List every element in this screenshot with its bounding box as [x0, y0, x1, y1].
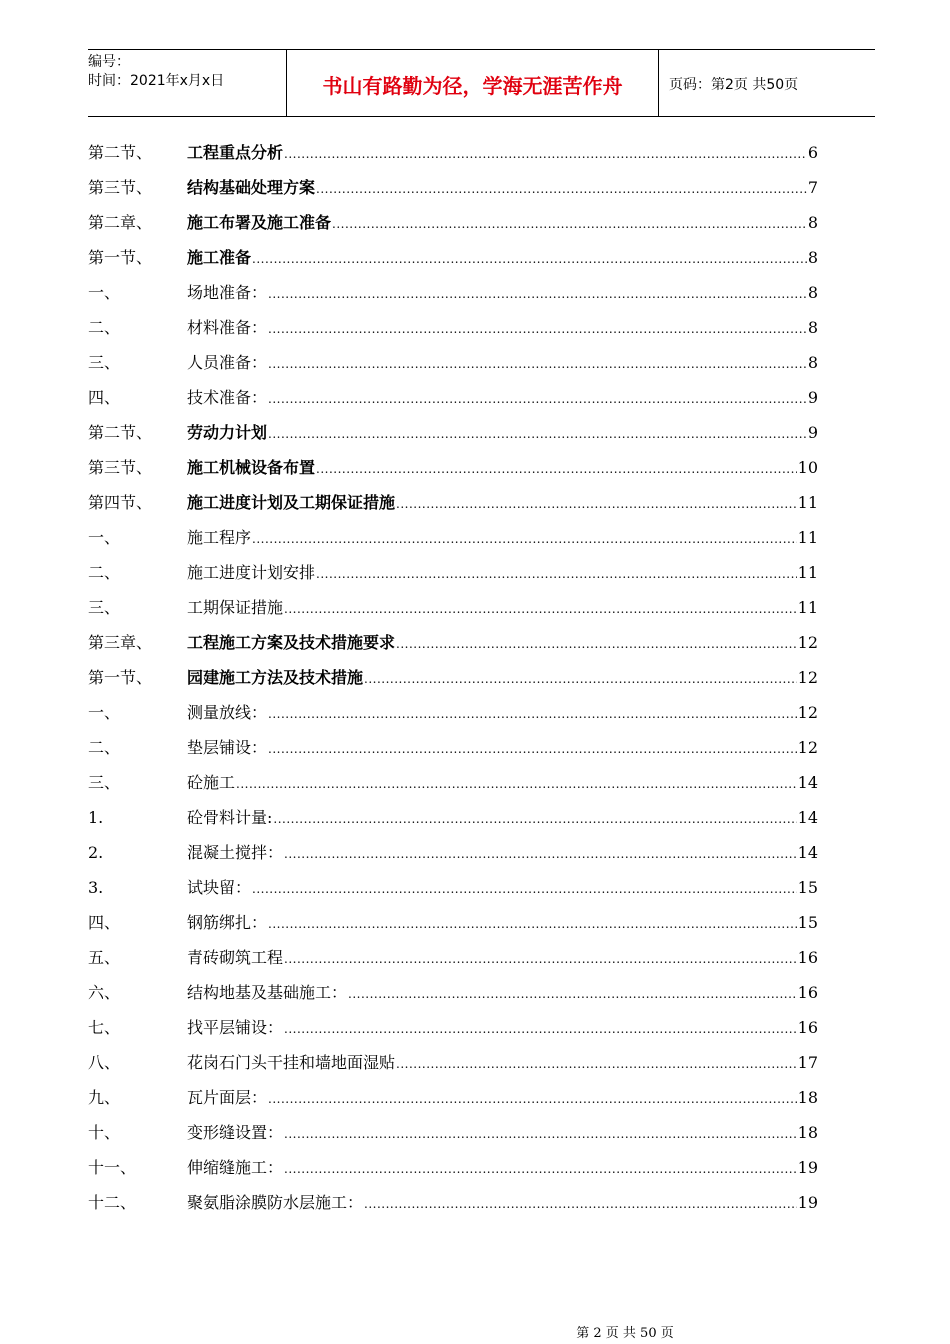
- toc-entry-number: 三、: [88, 598, 121, 617]
- toc-entry-page: 12: [797, 668, 818, 687]
- toc-entry[interactable]: [88, 1115, 818, 1150]
- toc-entry-title: 钢筋绑扎：: [187, 913, 268, 932]
- toc-leader-dots: [268, 1082, 797, 1117]
- toc-entry-number: 十二、: [88, 1193, 137, 1212]
- toc-entry[interactable]: [88, 485, 818, 520]
- toc-entry-number: 第三节、: [88, 458, 153, 477]
- toc-entry[interactable]: [88, 520, 818, 555]
- toc-leader-dots: [252, 522, 797, 557]
- toc-entry-number: 二、: [88, 738, 121, 757]
- toc-entry-title: 场地准备：: [187, 283, 268, 302]
- toc-entry-title: 聚氨脂涂膜防水层施工：: [187, 1193, 364, 1212]
- toc-leader-dots: [364, 1187, 797, 1222]
- toc-entry-number: 一、: [88, 283, 121, 302]
- toc-leader-dots: [396, 1047, 797, 1082]
- toc-entry-page: 15: [797, 878, 818, 897]
- toc-entry-page: 14: [797, 808, 818, 827]
- toc-entry-number: 四、: [88, 913, 121, 932]
- toc-entry-page: 11: [797, 563, 818, 582]
- toc-entry-title: 花岗石门头干挂和墙地面湿贴: [187, 1053, 396, 1072]
- toc-entry-page: 11: [797, 528, 818, 547]
- toc-entry[interactable]: [88, 555, 818, 590]
- toc-entry[interactable]: [88, 1045, 818, 1080]
- toc-entry-title: 施工进度计划及工期保证措施: [187, 493, 396, 512]
- toc-entry[interactable]: [88, 695, 818, 730]
- toc-entry-page: 15: [797, 913, 818, 932]
- toc-entry-page: 9: [807, 423, 818, 442]
- toc-entry-page: 8: [807, 283, 818, 302]
- table-of-contents: [88, 135, 818, 1220]
- toc-entry-number: 2.: [88, 843, 104, 862]
- toc-entry-title: 工期保证措施: [187, 598, 284, 617]
- toc-leader-dots: [316, 172, 807, 207]
- toc-entry-page: 11: [797, 598, 818, 617]
- toc-entry[interactable]: [88, 590, 818, 625]
- toc-entry-number: 第四节、: [88, 493, 153, 512]
- toc-entry[interactable]: [88, 415, 818, 450]
- toc-entry[interactable]: [88, 625, 818, 660]
- toc-entry-number: 六、: [88, 983, 121, 1002]
- toc-leader-dots: [396, 487, 797, 522]
- toc-entry-title: 工程施工方案及技术措施要求: [187, 633, 396, 652]
- toc-entry[interactable]: [88, 1185, 818, 1220]
- toc-entry[interactable]: [88, 275, 818, 310]
- toc-entry[interactable]: [88, 345, 818, 380]
- toc-entry-title: 测量放线：: [187, 703, 268, 722]
- toc-entry-number: 五、: [88, 948, 121, 967]
- toc-entry-page: 8: [807, 353, 818, 372]
- toc-entry-page: 19: [797, 1193, 818, 1212]
- toc-entry-page: 18: [797, 1088, 818, 1107]
- toc-entry-page: 16: [797, 1018, 818, 1037]
- toc-entry-title: 工程重点分析: [187, 143, 284, 162]
- toc-entry-number: 第一节、: [88, 248, 153, 267]
- toc-entry-title: 人员准备：: [187, 353, 268, 372]
- toc-entry-page: 7: [807, 178, 818, 197]
- toc-entry-number: 七、: [88, 1018, 121, 1037]
- toc-entry-title: 找平层铺设：: [187, 1018, 284, 1037]
- toc-leader-dots: [252, 872, 797, 907]
- page-footer: 第 2 页 共 50 页: [576, 1326, 674, 1341]
- toc-entry-title: 施工准备: [187, 248, 252, 267]
- toc-entry-number: 一、: [88, 703, 121, 722]
- toc-entry-title: 施工布署及施工准备: [187, 213, 332, 232]
- toc-leader-dots: [284, 942, 797, 977]
- toc-leader-dots: [252, 242, 807, 277]
- toc-entry-number: 第三章、: [88, 633, 153, 652]
- toc-entry-page: 8: [807, 318, 818, 337]
- toc-entry-page: 8: [807, 213, 818, 232]
- toc-leader-dots: [236, 767, 797, 802]
- toc-entry-title: 园建施工方法及技术措施: [187, 668, 364, 687]
- toc-leader-dots: [348, 977, 797, 1012]
- toc-leader-dots: [273, 802, 796, 837]
- toc-entry[interactable]: [88, 835, 818, 870]
- toc-leader-dots: [284, 837, 797, 872]
- toc-leader-dots: [268, 907, 797, 942]
- toc-leader-dots: [332, 207, 807, 242]
- toc-entry[interactable]: [88, 135, 818, 170]
- toc-entry-title: 试块留：: [187, 878, 252, 897]
- toc-entry-page: 14: [797, 773, 818, 792]
- toc-entry-number: 1.: [88, 808, 104, 827]
- toc-entry-title: 施工进度计划安排: [187, 563, 316, 582]
- toc-entry-number: 第二章、: [88, 213, 153, 232]
- toc-entry-title: 伸缩缝施工：: [187, 1158, 284, 1177]
- toc-leader-dots: [284, 1117, 797, 1152]
- toc-entry-page: 16: [797, 983, 818, 1002]
- toc-entry-page: 14: [797, 843, 818, 862]
- toc-leader-dots: [268, 732, 797, 767]
- toc-entry-page: 12: [797, 738, 818, 757]
- toc-entry[interactable]: [88, 450, 818, 485]
- toc-entry-number: 四、: [88, 388, 121, 407]
- toc-leader-dots: [284, 137, 807, 172]
- document-number-label: 编号：: [88, 54, 130, 70]
- toc-leader-dots: [284, 592, 797, 627]
- toc-entry-number: 第三节、: [88, 178, 153, 197]
- toc-entry-title: 垫层铺设：: [187, 738, 268, 757]
- toc-entry-page: 16: [797, 948, 818, 967]
- toc-entry[interactable]: [88, 940, 818, 975]
- toc-entry-number: 三、: [88, 353, 121, 372]
- toc-entry[interactable]: [88, 765, 818, 800]
- toc-entry-title: 变形缝设置：: [187, 1123, 284, 1142]
- toc-entry[interactable]: [88, 870, 818, 905]
- toc-leader-dots: [268, 382, 807, 417]
- toc-entry[interactable]: [88, 170, 818, 205]
- toc-entry-number: 第二节、: [88, 423, 153, 442]
- toc-entry-number: 三、: [88, 773, 121, 792]
- toc-entry-title: 技术准备：: [187, 388, 268, 407]
- toc-leader-dots: [268, 347, 807, 382]
- toc-entry-page: 10: [797, 458, 818, 477]
- toc-entry-page: 17: [797, 1053, 818, 1072]
- toc-leader-dots: [284, 1152, 797, 1187]
- toc-entry-number: 二、: [88, 563, 121, 582]
- toc-entry[interactable]: [88, 380, 818, 415]
- toc-entry-number: 第二节、: [88, 143, 153, 162]
- toc-entry-title: 瓦片面层：: [187, 1088, 268, 1107]
- toc-leader-dots: [268, 277, 807, 312]
- toc-entry[interactable]: [88, 1150, 818, 1185]
- toc-entry-number: 八、: [88, 1053, 121, 1072]
- toc-entry-number: 二、: [88, 318, 121, 337]
- toc-entry[interactable]: [88, 1010, 818, 1045]
- toc-entry[interactable]: [88, 800, 818, 835]
- page-header: [88, 49, 875, 117]
- toc-entry-number: 九、: [88, 1088, 121, 1107]
- document-time-label: 时间：2021年x月x日: [88, 73, 225, 89]
- toc-entry-number: 一、: [88, 528, 121, 547]
- toc-entry[interactable]: [88, 205, 818, 240]
- toc-entry-number: 十一、: [88, 1158, 137, 1177]
- toc-entry-number: 第一节、: [88, 668, 153, 687]
- header-page-info: 页码：第2页 共50页: [669, 77, 799, 93]
- toc-entry-page: 19: [797, 1158, 818, 1177]
- toc-entry-title: 材料准备：: [187, 318, 268, 337]
- toc-entry-title: 砼施工: [187, 773, 236, 792]
- toc-entry[interactable]: [88, 905, 818, 940]
- toc-entry[interactable]: [88, 240, 818, 275]
- toc-entry-title: 施工机械设备布置: [187, 458, 316, 477]
- toc-leader-dots: [396, 627, 797, 662]
- toc-entry-title: 混凝土搅拌：: [187, 843, 284, 862]
- toc-leader-dots: [268, 697, 797, 732]
- toc-entry-title: 施工程序: [187, 528, 252, 547]
- toc-entry-page: 12: [797, 633, 818, 652]
- toc-leader-dots: [284, 1012, 797, 1047]
- toc-entry-page: 8: [807, 248, 818, 267]
- toc-entry-title: 结构基础处理方案: [187, 178, 316, 197]
- toc-entry-title: 劳动力计划: [187, 423, 268, 442]
- toc-entry-page: 18: [797, 1123, 818, 1142]
- toc-leader-dots: [268, 312, 807, 347]
- toc-leader-dots: [364, 662, 797, 697]
- toc-entry-page: 6: [807, 143, 818, 162]
- toc-entry[interactable]: [88, 730, 818, 765]
- toc-leader-dots: [316, 452, 797, 487]
- header-meta: [88, 50, 286, 116]
- toc-entry-page: 12: [797, 703, 818, 722]
- toc-entry-number: 3.: [88, 878, 104, 897]
- toc-entry[interactable]: [88, 1080, 818, 1115]
- toc-leader-dots: [268, 417, 807, 452]
- toc-entry[interactable]: [88, 310, 818, 345]
- toc-entry-title: 砼骨料计量:: [187, 808, 273, 827]
- toc-entry-title: 结构地基及基础施工：: [187, 983, 348, 1002]
- header-motto: 书山有路勤为径，学海无涯苦作舟: [286, 50, 659, 116]
- toc-entry-page: 11: [797, 493, 818, 512]
- toc-entry-page: 9: [807, 388, 818, 407]
- toc-entry-title: 青砖砌筑工程: [187, 948, 284, 967]
- toc-entry[interactable]: [88, 975, 818, 1010]
- toc-leader-dots: [316, 557, 797, 592]
- toc-entry[interactable]: [88, 660, 818, 695]
- toc-entry-number: 十、: [88, 1123, 121, 1142]
